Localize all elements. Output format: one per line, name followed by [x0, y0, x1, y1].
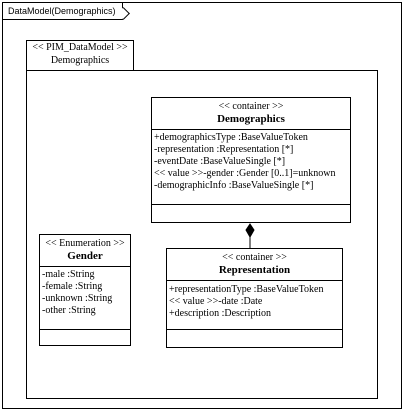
class-representation-stereotype: << container >>	[222, 252, 287, 263]
attribute: -demographicInfo :BaseValueSingle [*]	[154, 180, 314, 191]
attribute: << value >>-gender :Gender [0..1]=unknown	[154, 168, 336, 179]
class-gender-stereotype: << Enumeration >>	[45, 238, 125, 249]
attribute: -representation :Representation [*]	[154, 144, 294, 155]
class-gender-attributes	[40, 266, 130, 329]
class-representation-header	[167, 249, 342, 280]
attribute: +representationType :BaseValueToken	[169, 284, 324, 295]
class-representation-attributes	[167, 280, 342, 329]
attribute: -eventDate :BaseValueSingle [*]	[154, 156, 286, 167]
class-demographics-name: Demographics	[217, 113, 285, 125]
attribute: -female :String	[42, 281, 103, 292]
attribute: << value >>-date :Date	[169, 296, 263, 307]
class-gender-name: Gender	[67, 250, 103, 262]
package-stereotype: << PIM_DataModel >>	[32, 42, 128, 53]
class-gender-operations	[40, 329, 130, 330]
composition-connector[interactable]	[240, 222, 260, 250]
attribute: -unknown :String	[42, 293, 113, 304]
class-demographics-header	[152, 98, 350, 129]
package-tab[interactable]	[26, 40, 134, 71]
attribute: +demographicsType :BaseValueToken	[154, 132, 308, 143]
diagram-frame-title: DataModel(Demographics)	[2, 2, 123, 20]
composition-diamond	[246, 224, 254, 237]
class-representation[interactable]	[166, 248, 343, 348]
class-demographics-stereotype: << container >>	[218, 101, 284, 112]
attribute: +description :Description	[169, 308, 272, 319]
class-gender-header	[40, 235, 130, 266]
class-representation-operations	[167, 329, 342, 330]
class-demographics-operations	[152, 204, 350, 205]
class-gender[interactable]	[39, 234, 131, 346]
class-demographics-attributes	[152, 129, 350, 204]
class-representation-name: Representation	[218, 264, 291, 276]
class-demographics[interactable]	[151, 97, 351, 223]
package-name: Demographics	[50, 55, 110, 66]
attribute: -other :String	[42, 305, 96, 316]
attribute: -male :String	[42, 269, 95, 280]
